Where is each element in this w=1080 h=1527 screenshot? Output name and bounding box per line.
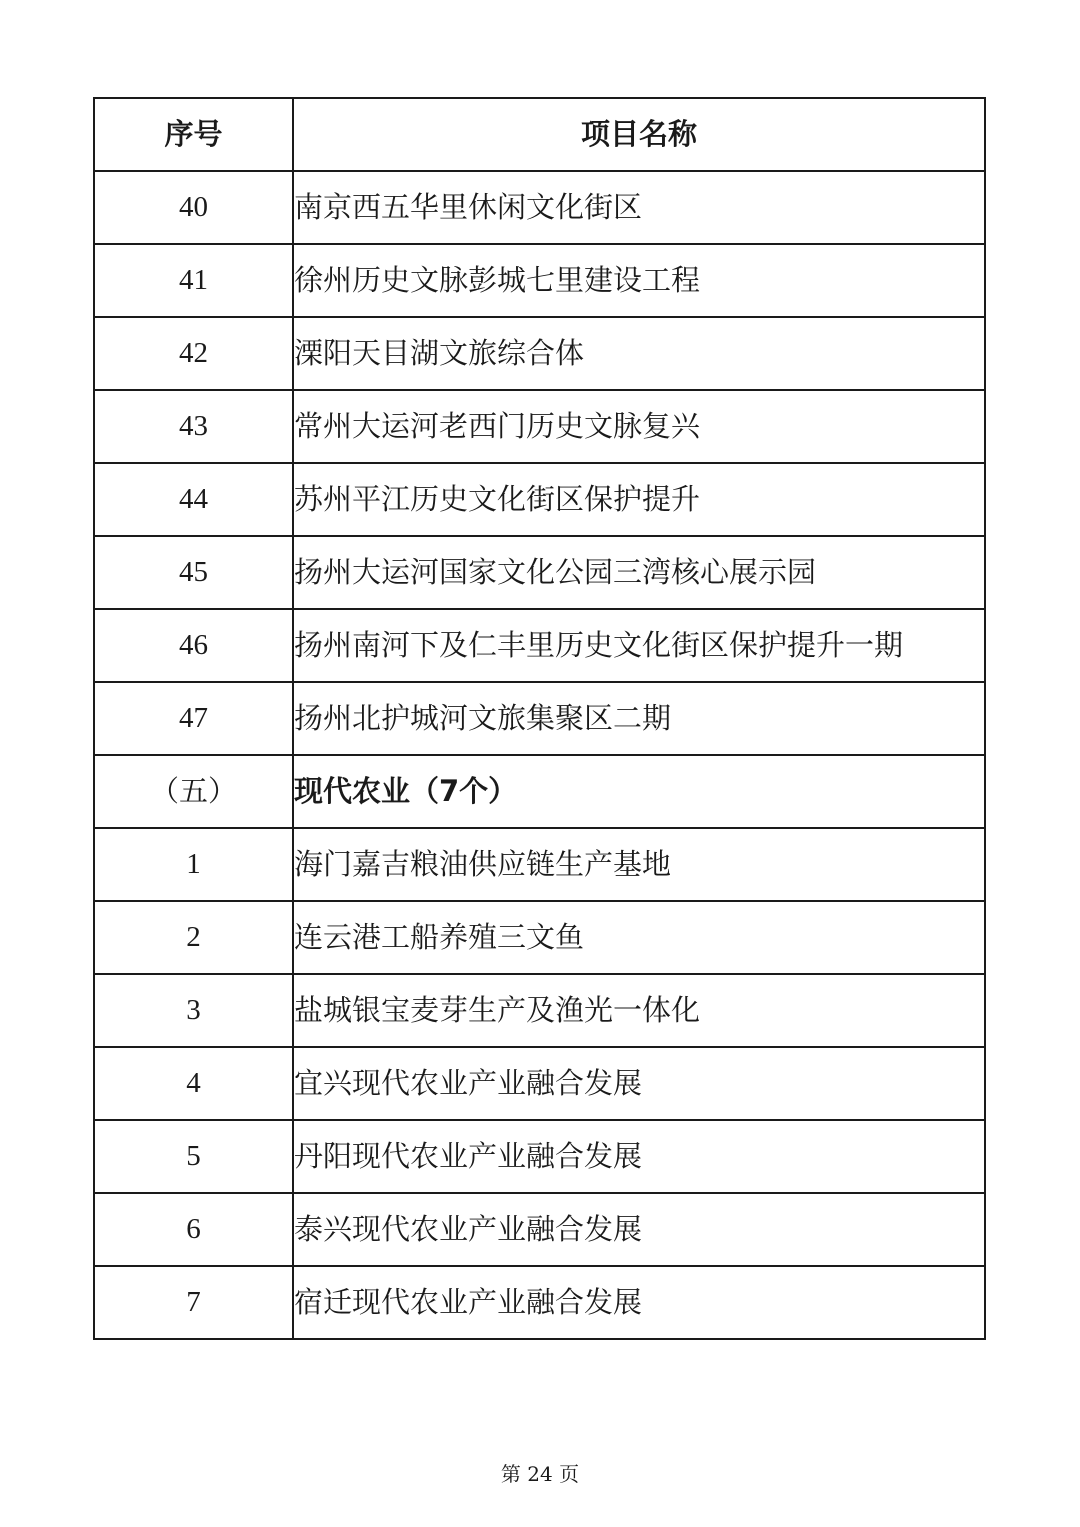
- row-number: 42: [94, 317, 293, 390]
- row-project-name: 徐州历史文脉彭城七里建设工程: [293, 244, 985, 317]
- row-number: 1: [94, 828, 293, 901]
- row-number: 5: [94, 1120, 293, 1193]
- row-number: 7: [94, 1266, 293, 1339]
- row-project-name: 扬州大运河国家文化公园三湾核心展示园: [293, 536, 985, 609]
- row-project-name: 扬州北护城河文旅集聚区二期: [293, 682, 985, 755]
- row-number: 47: [94, 682, 293, 755]
- table-row: [94, 463, 985, 536]
- row-project-name: 连云港工船养殖三文鱼: [293, 901, 985, 974]
- row-project-name: 泰兴现代农业产业融合发展: [293, 1193, 985, 1266]
- table-row: [94, 901, 985, 974]
- row-project-name: 盐城银宝麦芽生产及渔光一体化: [293, 974, 985, 1047]
- table-row: [94, 1266, 985, 1339]
- column-header-number: 序号: [94, 98, 293, 171]
- column-header-project-name: 项目名称: [293, 98, 985, 171]
- row-number: 41: [94, 244, 293, 317]
- table-row: [94, 828, 985, 901]
- row-number: 43: [94, 390, 293, 463]
- row-project-name: 宜兴现代农业产业融合发展: [293, 1047, 985, 1120]
- table-row: [94, 244, 985, 317]
- table-row: [94, 171, 985, 244]
- table-row: [94, 974, 985, 1047]
- table-header-row: [94, 98, 985, 171]
- section-title: 现代农业（7个）: [293, 755, 985, 828]
- row-project-name: 丹阳现代农业产业融合发展: [293, 1120, 985, 1193]
- row-number: 40: [94, 171, 293, 244]
- row-number: 2: [94, 901, 293, 974]
- page-number: 第 24 页: [500, 1462, 580, 1486]
- row-project-name: 宿迁现代农业产业融合发展: [293, 1266, 985, 1339]
- table-row: [94, 609, 985, 682]
- project-table: [93, 97, 986, 1340]
- row-project-name: 苏州平江历史文化街区保护提升: [293, 463, 985, 536]
- row-number: 46: [94, 609, 293, 682]
- row-number: 4: [94, 1047, 293, 1120]
- table-row: [94, 1120, 985, 1193]
- row-number: 45: [94, 536, 293, 609]
- table-row: [94, 317, 985, 390]
- table-row: [94, 1047, 985, 1120]
- section-header-row: [94, 755, 985, 828]
- row-project-name: 南京西五华里休闲文化街区: [293, 171, 985, 244]
- row-project-name: 扬州南河下及仁丰里历史文化街区保护提升一期: [293, 609, 985, 682]
- table-row: [94, 682, 985, 755]
- row-number: 3: [94, 974, 293, 1047]
- row-number: 6: [94, 1193, 293, 1266]
- row-project-name: 海门嘉吉粮油供应链生产基地: [293, 828, 985, 901]
- row-number: 44: [94, 463, 293, 536]
- section-number: （五）: [94, 755, 293, 828]
- table-row: [94, 536, 985, 609]
- table-row: [94, 390, 985, 463]
- row-project-name: 溧阳天目湖文旅综合体: [293, 317, 985, 390]
- table-row: [94, 1193, 985, 1266]
- row-project-name: 常州大运河老西门历史文脉复兴: [293, 390, 985, 463]
